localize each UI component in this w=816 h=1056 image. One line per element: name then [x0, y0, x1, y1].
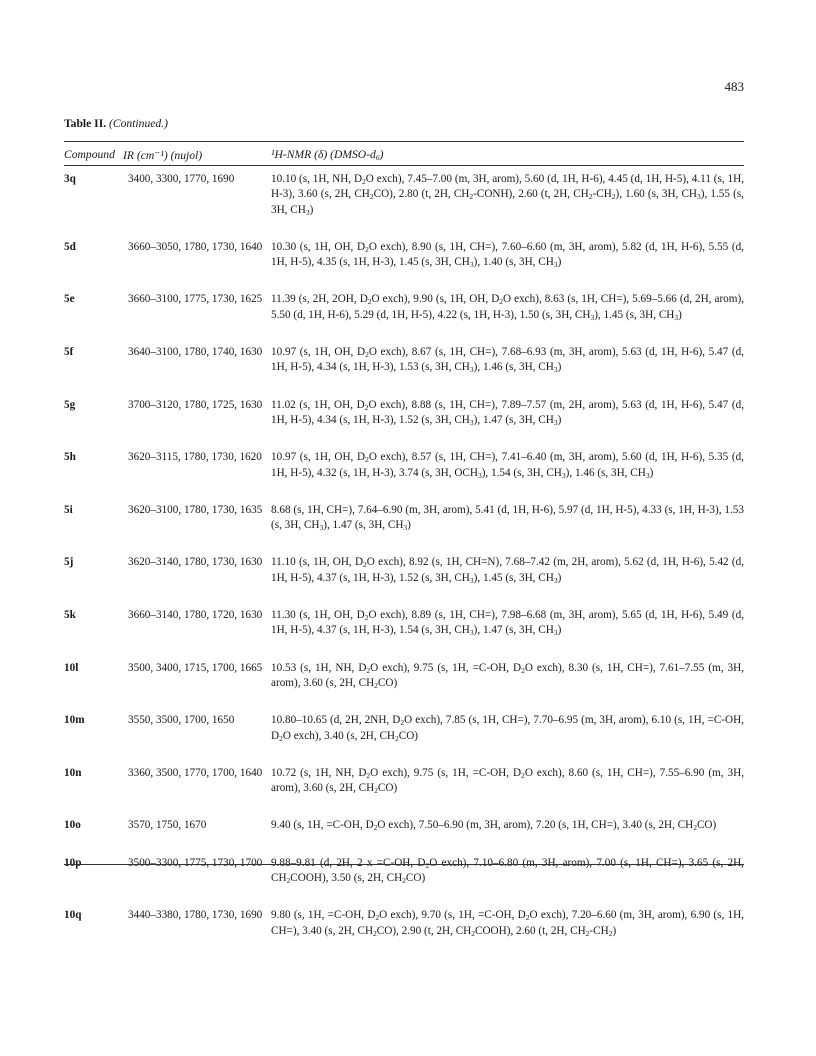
ir-cell: 3620–3140, 1780, 1730, 1630 — [128, 556, 263, 569]
nmr-cell: 10.30 (s, 1H, OH, $D_2O$ exch), 8.90 (s, 1H, CH=), 7.60–6.60 (m, 3H, arom), 5.82 (d, 1H, H-6), 5.55 (d, 1H, H-5), 4.35 (s, 1H, H-3), 1.45 (s, 3H, $CH_3$), 1.40 (s, 3H, $CH_3$) — [271, 240, 744, 270]
compound-cell: 10q — [64, 909, 82, 922]
nmr-cell: 9.80 (s, 1H, =C-OH, $D_2O$ exch), 9.70 (s, 1H, =C-OH, $D_2O$ exch), 7.20–6.60 (m, 3H, arom), 6.90 (s, 1H, CH=), 3.40 (s, 2H, $CH_2CO$), 2.90 (t, 2H, $CH_2COOH$), 2.60 (t, 2H, $CH_2-CH_2$) — [271, 909, 744, 938]
table-row — [64, 555, 744, 586]
compound-cell: 10l — [64, 661, 79, 674]
compound-cell: 3q — [64, 173, 76, 185]
table-body — [64, 172, 744, 939]
ir-cell: 3440–3380, 1780, 1730, 1690 — [128, 909, 263, 922]
compound-cell: 10n — [64, 766, 82, 779]
table-bottom-rule — [64, 864, 744, 865]
nmr-cell: 11.30 (s, 1H, OH, $D_2O$ exch), 8.89 (s, 1H, CH=), 7.98–6.68 (m, 3H, arom), 5.65 (d, 1H, H-6), 5.49 (d, 1H, H-5), 4.37 (s, 1H, H-3), 1.54 (s, 3H, $CH_3$), 1.47 (s, 3H, $CH_3$) — [271, 609, 744, 638]
table-title-continued: (Continued.) — [109, 117, 168, 130]
table-title-label: Table II. — [64, 117, 107, 130]
ir-cell: 3700–3120, 1780, 1725, 1630 — [128, 398, 263, 411]
table-row — [64, 608, 744, 639]
ir-cell: 3570, 1750, 1670 — [128, 819, 207, 832]
table-row — [64, 345, 744, 376]
nmr-cell: 11.39 (s, 2H, 2OH, $D_2O$ exch), 9.90 (s, 1H, OH, $D_2O$ exch), 8.63 (s, 1H, CH=), 5.69–5.66 (d, 2H, arom), 5.50 (d, 1H, H-6), 5.29 (d, 1H, H-5), 4.22 (s, 1H, H-3), 1.50 (s, 3H, $CH_3$), 1.45 (s, 3H, $CH_3$) — [271, 293, 744, 322]
ir-cell: 3500, 3400, 1715, 1700, 1665 — [128, 661, 263, 674]
compound-cell: 10o — [64, 819, 81, 832]
compound-cell: 5j — [64, 556, 74, 569]
table-top-rule — [64, 141, 744, 142]
nmr-cell: 10.80–10.65 (d, 2H, 2NH, $D_2O$ exch), 7.85 (s, 1H, CH=), 7.70–6.95 (m, 3H, arom), 6.10 (s, 1H, =C-OH, $D_2O$ exch), 3.40 (s, 2H, $CH_2CO$) — [271, 714, 744, 743]
table-row — [64, 450, 744, 481]
header-compound: Compound — [64, 148, 115, 161]
table-row — [64, 908, 744, 939]
compound-cell: 5k — [64, 609, 76, 622]
nmr-cell: 8.68 (s, 1H, CH=), 7.64–6.90 (m, 3H, arom), 5.41 (d, 1H, H-6), 5.97 (d, 1H, H-5), 4.33 (s, 1H, H-3), 1.53 (s, 3H, $CH_3$), 1.47 (s, 3H, $CH_3$) — [271, 503, 744, 533]
nmr-cell: 9.40 (s, 1H, =C-OH, $D_2O$ exch), 7.50–6.90 (m, 3H, arom), 7.20 (s, 1H, CH=), 3.40 (s, 2H, $CH_2CO$) — [271, 819, 717, 833]
ir-cell: 3620–3115, 1780, 1730, 1620 — [128, 451, 262, 464]
nmr-cell: 10.97 (s, 1H, OH, $D_2O$ exch), 8.57 (s, 1H, CH=), 7.41–6.40 (m, 3H, arom), 5.60 (d, 1H, H-6), 5.35 (d, 1H, H-5), 4.32 (s, 1H, H-3), 3.74 (s, 3H, $OCH_3$), 1.54 (s, 3H, $CH_3$), 1.46 (s, 3H, $CH_3$) — [271, 451, 744, 480]
ir-cell: 3660–3140, 1780, 1720, 1630 — [128, 609, 263, 622]
table-row — [64, 240, 744, 271]
compound-cell: 5g — [64, 398, 76, 411]
compound-cell: 5f — [64, 346, 74, 359]
nmr-cell: 10.10 (s, 1H, NH, $D_2O$ exch), 7.45–7.00 (m, 3H, arom), 5.60 (d, 1H, H-6), 4.45 (d, 1H, H-5), 4.11 (s, 1H, H-3), 3.60 (s, 2H, $CH_2CO$), 2.80 (t, 2H, $CH_2-CONH$), 2.60 (t, 2H, $CH_2-CH_2$), 1.60 (s, 3H, $CH_3$), 1.55 (s, 3H, $CH_3$) — [271, 173, 744, 217]
compound-cell: 5i — [64, 503, 73, 516]
table-row — [64, 292, 744, 323]
nmr-cell: 11.02 (s, 1H, OH, $D_2O$ exch), 8.88 (s, 1H, CH=), 7.89–7.57 (m, 2H, arom), 5.63 (d, 1H, H-6), 5.47 (d, 1H, H-5), 4.34 (s, 1H, H-3), 1.52 (s, 3H, $CH_3$), 1.47 (s, 3H, $CH_3$) — [271, 398, 744, 427]
nmr-cell: 11.10 (s, 1H, OH, $D_2O$ exch), 8.92 (s, 1H, CH=N), 7.68–7.42 (m, 2H, arom), 5.62 (d, 1H, H-6), 5.42 (d, 1H, H-5), 4.37 (s, 1H, H-3), 1.52 (s, 3H, $CH_3$), 1.45 (s, 3H, $CH_3$) — [271, 556, 744, 585]
compound-cell: 5e — [64, 293, 75, 306]
compound-cell: 5d — [64, 240, 76, 253]
compound-cell: 10m — [64, 714, 85, 727]
ir-cell: 3400, 3300, 1770, 1690 — [128, 173, 235, 185]
table-title — [64, 117, 168, 130]
page-number: 483 — [724, 79, 744, 94]
compound-cell: 5h — [64, 451, 76, 464]
ir-cell: 3550, 3500, 1700, 1650 — [128, 714, 235, 727]
table-row — [64, 398, 744, 429]
ir-cell: 3620–3100, 1780, 1730, 1635 — [128, 503, 263, 516]
ir-cell: 3660–3050, 1780, 1730, 1640 — [128, 240, 263, 253]
table-header-rule — [64, 165, 744, 166]
ir-cell: 3500–3300, 1775, 1730, 1700 — [128, 856, 263, 869]
ir-cell: 3360, 3500, 1770, 1700, 1640 — [128, 766, 263, 779]
ir-cell: 3660–3100, 1775, 1730, 1625 — [128, 293, 263, 306]
table-row — [64, 818, 744, 833]
table-row — [64, 713, 744, 744]
nmr-cell: 10.72 (s, 1H, NH, $D_2O$ exch), 9.75 (s, 1H, =C-OH, $D_2O$ exch), 8.60 (s, 1H, CH=), 7.55–6.90 (m, 3H, arom), 3.60 (s, 2H, $CH_2CO$) — [271, 766, 744, 796]
compound-cell: 10p — [64, 856, 82, 869]
table-row — [64, 661, 744, 692]
header-nmr: ¹H-NMR (δ) $(DMSO-d_6)$ — [271, 148, 384, 162]
nmr-cell: 10.53 (s, 1H, NH, $D_2O$ exch), 9.75 (s, 1H, =C-OH, $D_2O$ exch), 8.30 (s, 1H, CH=), 7.61–7.55 (m, 3H, arom), 3.60 (s, 2H, $CH_2CO$) — [271, 661, 744, 690]
table-row — [64, 503, 744, 534]
ir-cell: 3640–3100, 1780, 1740, 1630 — [128, 346, 263, 359]
nmr-cell: 10.97 (s, 1H, OH, $D_2O$ exch), 8.67 (s, 1H, CH=), 7.68–6.93 (m, 3H, arom), 5.63 (d, 1H, H-6), 5.47 (d, 1H, H-5), 4.34 (s, 1H, H-3), 1.53 (s, 3H, $CH_3$), 1.46 (s, 3H, $CH_3$) — [271, 346, 744, 375]
nmr-cell: 9.88–9.81 (d, 2H, 2 x =C-OH, $D_2O$ exch), 7.10–6.80 (m, 3H, arom), 7.00 (s, 1H, CH=), 3.65 (s, 2H, $CH_2COOH$), 3.50 (s, 2H, $CH_2CO$) — [271, 856, 744, 886]
table-row — [64, 856, 744, 887]
header-ir: IR (cm⁻¹) (nujol) — [123, 149, 203, 162]
table-row — [64, 172, 744, 218]
table-row — [64, 766, 744, 797]
